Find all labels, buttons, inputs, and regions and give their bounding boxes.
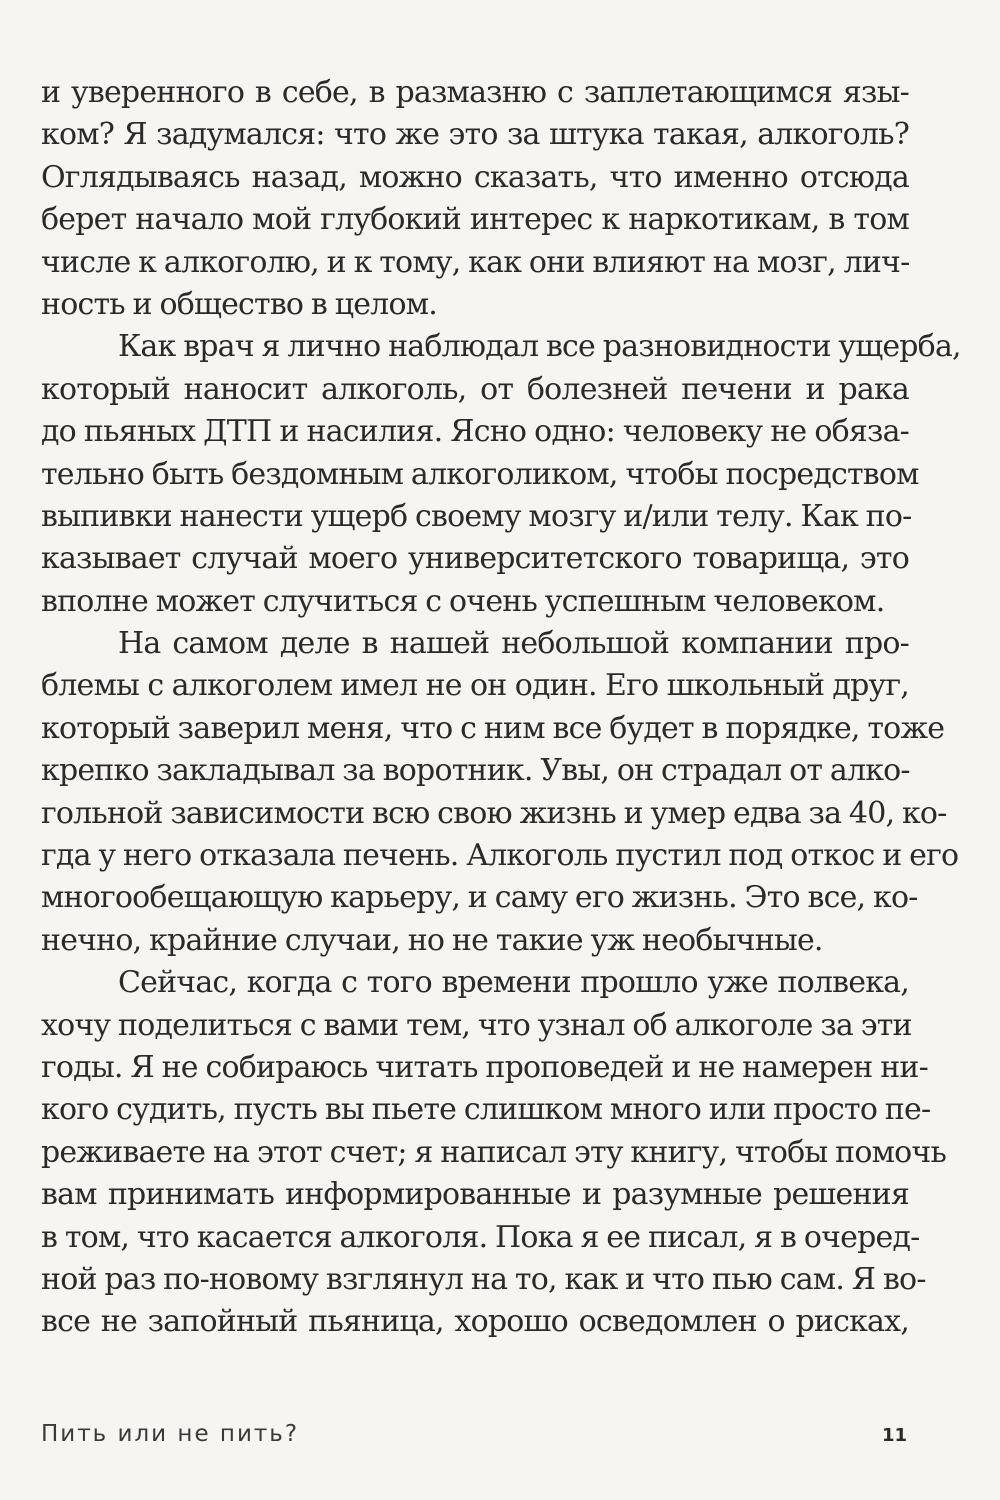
text-line: и уверенного в себе, в размазню с заплетающимся язы- [41, 75, 909, 110]
text-line: ной раз по-новому взглянул на то, как и что пью сам. Я во- [41, 1261, 926, 1297]
text-line: гда у него отказала печень. Алкоголь пустил под откос и его [41, 838, 959, 874]
text-line: годы. Я не собираюсь читать проповедей и не намерен ни- [41, 1049, 928, 1085]
text-line: кого судить, пусть вы пьете слишком много или просто пе- [41, 1092, 931, 1128]
text-line: Оглядываясь назад, можно сказать, что именно отсюда [41, 159, 909, 195]
text-line: нечно, крайние случаи, но не такие уж необычные. [41, 922, 823, 958]
text-line: тельно быть бездомным алкоголиком, чтобы посредством [41, 456, 919, 492]
text-line: блемы с алкоголем имел не он один. Его школьный друг, [41, 668, 909, 704]
running-title: Пить или не пить? [41, 1421, 300, 1447]
text-line: ком? Я задумался: что же это за штука такая, алкоголь? [41, 117, 909, 153]
text-line: все не запойный пьяница, хорошо осведомлен о рисках, [41, 1304, 909, 1340]
text-line: Сейчас, когда с того времени прошло уже полвека, [118, 965, 909, 1001]
text-line: казывает случай моего университетского товарища, это [41, 541, 909, 577]
text-line: берет начало мой глубокий интерес к наркотикам, в том [41, 202, 909, 238]
text-line: хочу поделиться с вами тем, что узнал об алкоголе за эти [41, 1007, 912, 1043]
text-line: до пьяных ДТП и насилия. Ясно одно: человеку не обяза- [41, 414, 909, 450]
text-line: На самом деле в нашей небольшой компании про- [118, 626, 909, 662]
text-line: числе к алкоголю, и к тому, как они влияют на мозг, лич- [41, 244, 910, 280]
text-line: многообещающую карьеру, и саму его жизнь. Это все, ко- [41, 880, 918, 916]
text-line: который наносит алкоголь, от болезней печени и рака [41, 371, 909, 407]
text-line: вполне может случиться с очень успешным человеком. [41, 583, 885, 619]
text-line: в том, что касается алкоголя. Пока я ее писал, я в очеред- [41, 1219, 920, 1255]
text-line: Как врач я лично наблюдал все разновидности ущерба, [118, 329, 961, 365]
text-line: который заверил меня, что с ним все будет в порядке, тоже [41, 710, 945, 746]
text-line: вам принимать информированные и разумные решения [41, 1177, 909, 1213]
text-line: выпивки нанести ущерб своему мозгу и/или телу. Как по- [41, 498, 912, 534]
text-line: гольной зависимости всю свою жизнь и умер едва за 40, ко- [41, 795, 947, 831]
text-line: ность и общество в целом. [41, 286, 437, 322]
page-number: 11 [882, 1425, 908, 1446]
text-line: реживаете на этот счет; я написал эту книгу, чтобы помочь [41, 1134, 946, 1170]
text-line: крепко закладывал за воротник. Увы, он страдал от алко- [41, 753, 910, 789]
body-text [41, 72, 961, 1344]
